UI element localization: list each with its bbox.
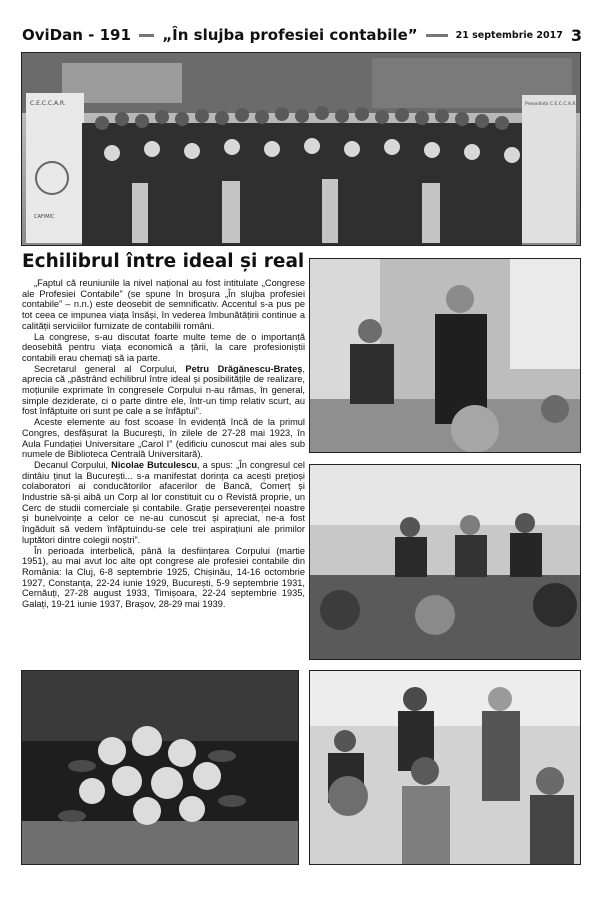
issue-date: 21 septembrie 2017 [455,29,563,41]
bold-name: Nicolae Butculescu [111,459,197,470]
banner-right-text: Președinții C.E.C.C.A.R. [525,102,577,107]
text-run: În perioada interbelică, până la desființarea Corpului (martie 1951), au mai avut loc alte opt congrese ale profesiei contabile din România: la Cluj, 6-8 septembrie 1925, Chișinău, 14-16 octombrie 1927, Constanța, 22-24 iunie 1929, București, 5-9 septembrie 1931, Cernăuți, 27-28 august 1933, Timișoara, 22-24 septembrie 1935, Galați, 19-21 iunie 1937, Brașov, 28-29 mai 1939. [22,545,305,610]
group-photo [21,52,581,246]
photo-participants [309,670,581,865]
header-title: „În slujba profesiei contabile” [162,26,418,44]
text-run: Aceste elemente au fost scoase în evidență încă de la primul Congres, desfășurat la București, în zilele de 27-28 mai 1923, în Aula Fundației Universitare „Carol I” (edificiu cunoscut mai ales sub numele de Biblioteca Centrală Universitară). [22,417,305,460]
text-run: Secretarul general al Corpului, [34,363,186,374]
photo-audience [309,464,581,660]
page-number: 3 [570,25,582,45]
banner-left-text: C.E.C.C.A.R. [30,100,66,107]
article-headline: Echilibrul între ideal și real [22,251,305,272]
paragraph [22,364,305,418]
header-rule-right [426,34,448,37]
text-run: Decanul Corpului, [34,459,112,470]
article-body [22,278,305,610]
text-run: La congrese, s-au discutat foarte multe teme de o importanță deosebită pentru viața economică a țării, la care profesioniștii contabili erau chemați să ia parte. [22,331,305,363]
text-run: , aprecia că „păstrând echilibrul între ideal și posibilitățile de realizare, moțiunile exprimate în congresele Corpului n-au rămas, în general, simple deziderate, ci o parte dintre ele, într-un timp relativ scurt, au fost înfăptuite ori sunt pe cale a se înfăptui”. [22,363,305,417]
paragraph [22,546,305,610]
paragraph [22,278,305,332]
page-header [22,24,582,46]
paragraph [22,417,305,460]
paragraph [22,460,305,546]
text-run: , a spus: „În congresul cel dintâiu ținut la București... s-a manifestat dorința ca acești prețioși colaboratori ai conducătorilor afacerilor de Bancă, Comerț și Industrie să-și aibă un Corp al lor constituit cu o Revistă proprie, un Cerc de studii comerciale și contabile. Grație perseverenței noastre și bunelvoințe a celor ce ne-au cunoscut și apreciat, ne-a fost îngăduit să vedem înfăptuindu-se cele trei aspirațiuni ale primilor luptători dintre colegii noștri”. [22,459,305,545]
header-rule-left [139,34,154,37]
publication-issue: OviDan - 191 [22,26,131,44]
banner-left-small-text: CAFIMIC [34,214,55,220]
paragraph [22,332,305,364]
photo-flowers [21,670,299,865]
bold-name: Petru Drăgănescu-Brateș [185,363,303,374]
text-run: „Faptul că reuniunile la nivel național au fost intitulate „Congrese ale Profesiei Contabile” (se spune în broșura „În slujba profesiei contabile” – n.n.) este deosebit de semnificativ. Accentul s-a pus pe tot ceea ce impunea viața însăși, în vederea îmbunătățirii continue a calității serviciilor furnizate de contabilii români. [22,278,305,331]
photo-speakers [309,258,581,453]
